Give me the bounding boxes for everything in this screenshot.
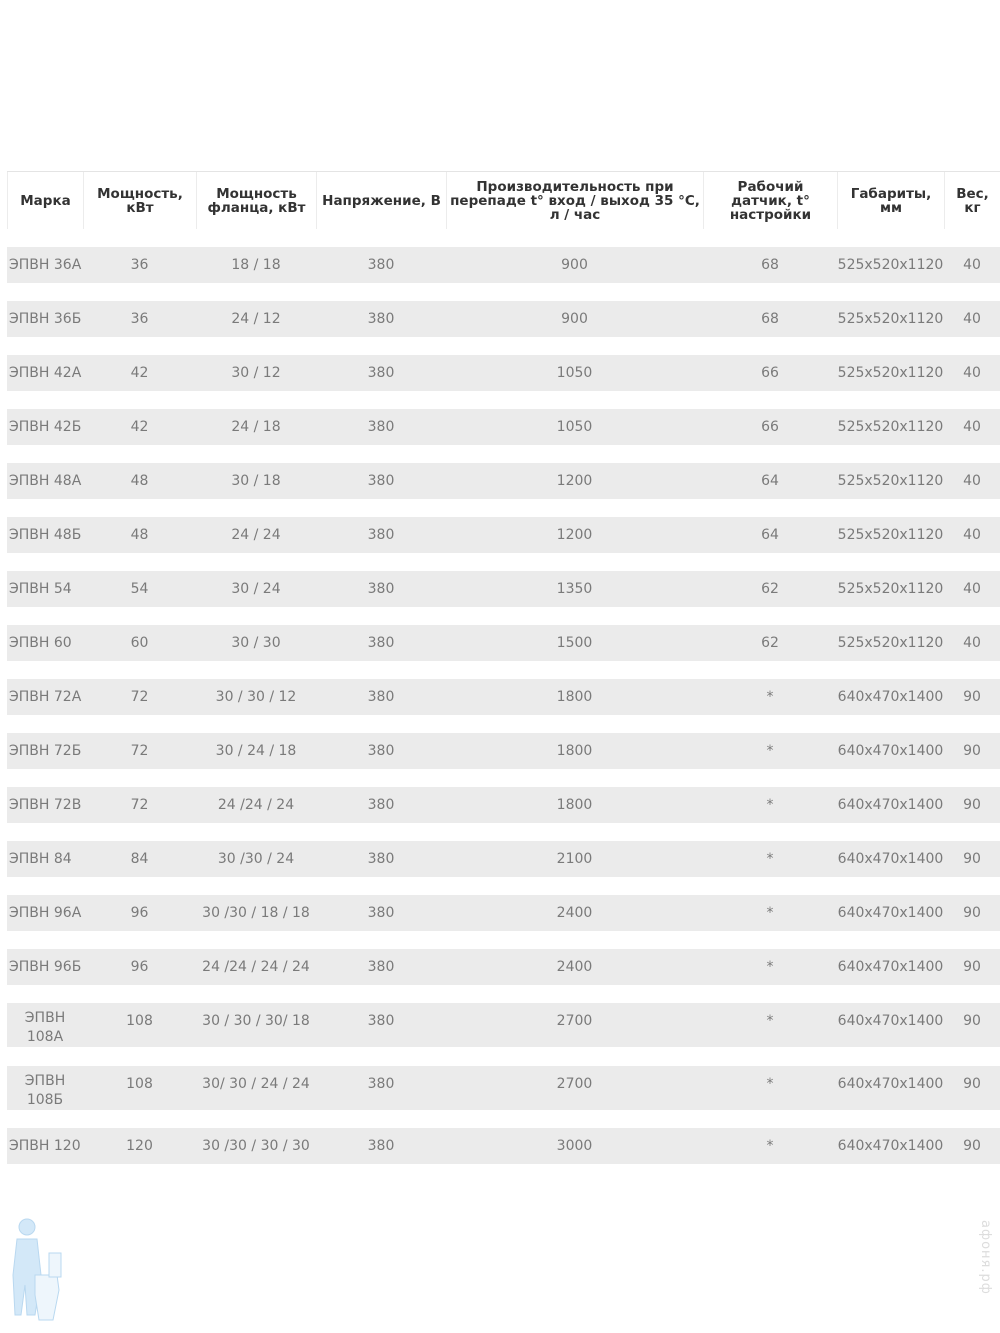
table-cell: 525x520x1120 — [837, 311, 944, 327]
table-cell: 24 / 18 — [231, 419, 281, 435]
table-cell: 24 / 12 — [231, 311, 281, 327]
table-cell: 2700 — [556, 1076, 593, 1092]
table-cell: 380 — [367, 581, 395, 597]
table-cell: 40 — [963, 581, 981, 597]
table-cell: 90 — [963, 1013, 981, 1029]
table-row — [7, 949, 1000, 985]
table-cell: 525x520x1120 — [837, 635, 944, 651]
table-cell: 90 — [963, 1076, 981, 1092]
table-cell: 640x470x1400 — [837, 1138, 944, 1154]
table-cell: 96 — [130, 959, 149, 975]
table-cell: 42 — [130, 365, 149, 381]
table-cell: 64 — [761, 527, 779, 543]
table-cell: 900 — [561, 257, 588, 273]
table-cell: 84 — [130, 851, 149, 867]
table-cell: 54 — [130, 581, 149, 597]
table-cell: * — [766, 743, 774, 759]
table-cell: 72 — [130, 797, 149, 813]
table-cell: 640x470x1400 — [837, 797, 944, 813]
table-cell: 40 — [963, 527, 981, 543]
column-header: Марка — [7, 172, 83, 229]
table-body — [7, 247, 1000, 1164]
table-cell: 40 — [963, 635, 981, 651]
table-cell: * — [766, 905, 774, 921]
table-cell: 40 — [963, 419, 981, 435]
table-cell: 525x520x1120 — [837, 473, 944, 489]
table-cell: 640x470x1400 — [837, 851, 944, 867]
model-cell: ЭПВН 108А — [24, 1010, 66, 1045]
table-header — [7, 171, 1000, 229]
table-cell: * — [766, 959, 774, 975]
table-cell: 66 — [761, 419, 779, 435]
table-cell: 48 — [130, 473, 149, 489]
specs-table — [7, 171, 1000, 1164]
table-row — [7, 1003, 1000, 1047]
model-cell: ЭПВН 48А — [9, 473, 82, 489]
table-cell: 30 / 18 — [231, 473, 281, 489]
table-cell: 380 — [367, 527, 395, 543]
table-cell: 24 /24 / 24 / 24 — [202, 959, 310, 975]
table-cell: 380 — [367, 689, 395, 705]
table-cell: 640x470x1400 — [837, 689, 944, 705]
model-cell: ЭПВН 96А — [9, 905, 82, 921]
column-header: Габариты, мм — [837, 172, 944, 229]
table-cell: 1200 — [556, 527, 593, 543]
table-row — [7, 463, 1000, 499]
table-cell: 30 / 24 / 18 — [215, 743, 297, 759]
table-row — [7, 571, 1000, 607]
watermark: афоня.рф — [978, 1220, 993, 1295]
table-cell: 64 — [761, 473, 779, 489]
table-cell: 96 — [130, 905, 149, 921]
table-cell: 90 — [963, 1138, 981, 1154]
table-cell: 380 — [367, 1076, 395, 1092]
column-header: Напряжение, В — [316, 172, 446, 229]
table-row — [7, 301, 1000, 337]
table-cell: 525x520x1120 — [837, 527, 944, 543]
table-cell: 900 — [561, 311, 588, 327]
table-cell: 36 — [130, 257, 149, 273]
table-cell: * — [766, 1013, 774, 1029]
table-cell: 42 — [130, 419, 149, 435]
table-cell: 90 — [963, 851, 981, 867]
table-cell: 2700 — [556, 1013, 593, 1029]
table-cell: * — [766, 1138, 774, 1154]
table-cell: 40 — [963, 257, 981, 273]
table-cell: 30 / 30 / 30/ 18 — [202, 1013, 310, 1029]
table-cell: 1050 — [556, 419, 593, 435]
table-cell: 1800 — [556, 743, 593, 759]
table-cell: 380 — [367, 473, 395, 489]
table-cell: 48 — [130, 527, 149, 543]
table-cell: 90 — [963, 689, 981, 705]
table-row — [7, 733, 1000, 769]
column-header: Вес, кг — [944, 172, 1000, 229]
table-cell: 90 — [963, 743, 981, 759]
table-cell: * — [766, 1076, 774, 1092]
table-cell: 640x470x1400 — [837, 1076, 944, 1092]
table-cell: 30 / 24 — [231, 581, 281, 597]
column-header: Рабочий датчик, t° настройки — [703, 172, 837, 229]
table-cell: 640x470x1400 — [837, 959, 944, 975]
table-cell: 30 / 12 — [231, 365, 281, 381]
table-cell: 525x520x1120 — [837, 257, 944, 273]
table-cell: 380 — [367, 1138, 395, 1154]
model-cell: ЭПВН 36А — [9, 257, 82, 273]
column-header: Производительность при перепаде t° вход / выход 35 °C, л / час — [446, 172, 703, 229]
table-cell: 380 — [367, 311, 395, 327]
table-cell: 120 — [126, 1138, 153, 1154]
table-cell: 36 — [130, 311, 149, 327]
table-row — [7, 787, 1000, 823]
table-cell: 380 — [367, 905, 395, 921]
plumber-logo-icon — [5, 1215, 90, 1325]
table-cell: 525x520x1120 — [837, 365, 944, 381]
table-cell: 40 — [963, 473, 981, 489]
table-cell: 380 — [367, 851, 395, 867]
table-cell: * — [766, 689, 774, 705]
table-cell: 18 / 18 — [231, 257, 281, 273]
table-cell: 60 — [130, 635, 149, 651]
table-row — [7, 1066, 1000, 1110]
table-cell: * — [766, 797, 774, 813]
table-cell: 90 — [963, 959, 981, 975]
table-cell: 1500 — [556, 635, 593, 651]
table-cell: 1800 — [556, 689, 593, 705]
model-cell: ЭПВН 72В — [9, 797, 82, 813]
table-row — [7, 247, 1000, 283]
table-cell: 2400 — [556, 905, 593, 921]
table-cell: 30 /30 / 24 — [217, 851, 295, 867]
table-cell: 72 — [130, 689, 149, 705]
table-cell: 640x470x1400 — [837, 743, 944, 759]
column-header: Мощность, кВт — [83, 172, 196, 229]
model-cell: ЭПВН 96Б — [9, 959, 82, 975]
model-cell: ЭПВН 42А — [9, 365, 82, 381]
table-cell: 30/ 30 / 24 / 24 — [202, 1076, 310, 1092]
table-cell: 30 / 30 — [231, 635, 281, 651]
table-cell: 525x520x1120 — [837, 419, 944, 435]
table-cell: 1350 — [556, 581, 593, 597]
column-header: Мощность фланца, кВт — [196, 172, 316, 229]
table-cell: 30 / 30 / 12 — [215, 689, 297, 705]
table-cell: 30 /30 / 30 / 30 — [202, 1138, 310, 1154]
model-cell: ЭПВН 72А — [9, 689, 82, 705]
table-cell: 108 — [126, 1013, 153, 1029]
table-cell: 1200 — [556, 473, 593, 489]
table-cell: 90 — [963, 905, 981, 921]
table-cell: 62 — [761, 581, 779, 597]
table-cell: 380 — [367, 959, 395, 975]
table-cell: 72 — [130, 743, 149, 759]
table-cell: 68 — [761, 311, 779, 327]
table-cell: 640x470x1400 — [837, 1013, 944, 1029]
table-cell: 380 — [367, 257, 395, 273]
model-cell: ЭПВН 42Б — [9, 419, 82, 435]
table-cell: 380 — [367, 365, 395, 381]
table-cell: 40 — [963, 365, 981, 381]
table-cell: 62 — [761, 635, 779, 651]
table-row — [7, 409, 1000, 445]
table-row — [7, 517, 1000, 553]
table-cell: 380 — [367, 635, 395, 651]
table-cell: 380 — [367, 419, 395, 435]
table-cell: 24 /24 / 24 — [217, 797, 295, 813]
table-cell: 525x520x1120 — [837, 581, 944, 597]
table-cell: 1800 — [556, 797, 593, 813]
table-cell: 380 — [367, 1013, 395, 1029]
table-cell: 24 / 24 — [231, 527, 281, 543]
table-cell: 1050 — [556, 365, 593, 381]
table-cell: 40 — [963, 311, 981, 327]
model-cell: ЭПВН 120 — [9, 1138, 81, 1154]
model-cell: ЭПВН 84 — [9, 851, 72, 867]
table-cell: 2400 — [556, 959, 593, 975]
table-row — [7, 625, 1000, 661]
table-cell: 640x470x1400 — [837, 905, 944, 921]
model-cell: ЭПВН 54 — [9, 581, 72, 597]
table-row — [7, 841, 1000, 877]
table-cell: 3000 — [556, 1138, 593, 1154]
table-cell: 380 — [367, 797, 395, 813]
table-cell: 30 /30 / 18 / 18 — [202, 905, 310, 921]
model-cell: ЭПВН 60 — [9, 635, 72, 651]
table-cell: * — [766, 851, 774, 867]
model-cell: ЭПВН 108Б — [24, 1073, 66, 1108]
table-row — [7, 355, 1000, 391]
table-cell: 90 — [963, 797, 981, 813]
table-cell: 380 — [367, 743, 395, 759]
model-cell: ЭПВН 36Б — [9, 311, 82, 327]
model-cell: ЭПВН 48Б — [9, 527, 82, 543]
table-row — [7, 895, 1000, 931]
model-cell: ЭПВН 72Б — [9, 743, 82, 759]
table-cell: 2100 — [556, 851, 593, 867]
table-row — [7, 1128, 1000, 1164]
table-cell: 68 — [761, 257, 779, 273]
table-cell: 66 — [761, 365, 779, 381]
table-row — [7, 679, 1000, 715]
table-cell: 108 — [126, 1076, 153, 1092]
